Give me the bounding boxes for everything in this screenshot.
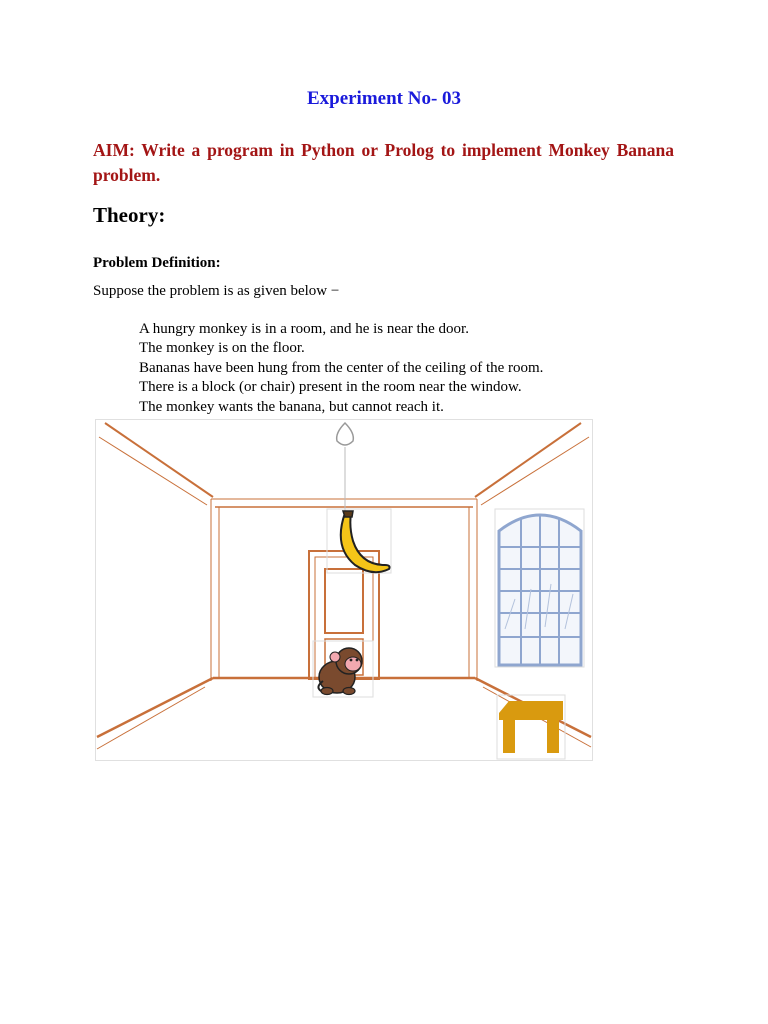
theory-heading: Theory: xyxy=(93,203,166,227)
intro-text: Suppose the problem is as given below − xyxy=(93,283,340,299)
facts-list xyxy=(139,320,543,417)
list-item: Bananas have been hung from the center of the ceiling of the room. xyxy=(139,359,544,376)
room-drawing xyxy=(95,419,593,761)
list-item: The monkey wants the banana, but cannot reach it. xyxy=(139,398,444,415)
page-title: Experiment No- 03 xyxy=(306,88,462,109)
aim-statement: AIM: Write a program in Python or Prolog to implement Monkey Banana problem. xyxy=(93,140,674,185)
list-item: A hungry monkey is in a room, and he is near the door. xyxy=(139,321,469,337)
room-illustration xyxy=(95,419,593,761)
window-icon xyxy=(495,509,584,667)
problem-definition-heading: Problem Definition: xyxy=(93,255,221,271)
list-item: The monkey is on the floor. xyxy=(139,340,305,357)
list-item: There is a block (or chair) present in the room near the window. xyxy=(139,379,522,396)
